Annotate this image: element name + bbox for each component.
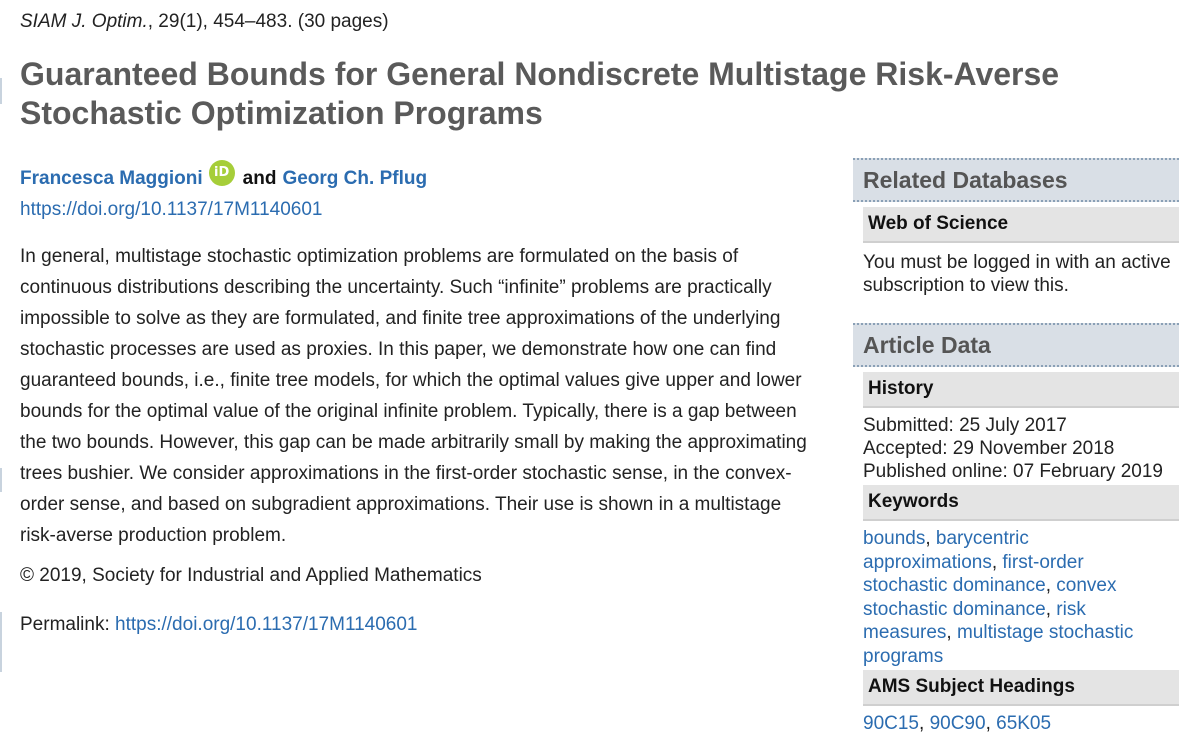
ams-header: AMS Subject Headings [863, 670, 1179, 706]
permalink [20, 614, 418, 636]
orcid-icon[interactable]: iD [209, 160, 235, 186]
ams-code-link[interactable]: 90C90 [929, 713, 986, 734]
journal-name: SIAM J. Optim. [20, 11, 148, 32]
abstract: In general, multistage stochastic optimization problems are formulated on the basis of continuous distributions describing the uncertainty. Such “infinite” problems are practically impossible to solve as they are formulated, and finite tree approximations of the underlying stochastic processes are used as proxies. In this paper, we demonstrate how one can find guaranteed bounds, i.e., finite tree models, for which the optimal values give upper and lower bounds for the optimal value of the original infinite problem. Typically, there is a gap between the two bounds. However, this gap can be made arbitrarily small by making the approximating trees bushier. We consider approximations in the first-order stochastic sense, in the convex-order sense, and based on subgradient approximations. Their use is shown in a multistage risk-averse production problem. [20, 246, 807, 546]
author-link-maggioni[interactable]: Francesca Maggioni [20, 168, 203, 189]
keyword-link[interactable]: first-order stochastic dominance [863, 551, 1084, 596]
keyword-link[interactable]: barycentric approximations [863, 528, 1029, 573]
ams-code-link[interactable]: 65K05 [996, 713, 1052, 734]
author-list [20, 166, 427, 192]
related-databases-header: Related Databases [853, 158, 1179, 202]
author-separator: and [242, 168, 277, 189]
related-databases-panel [853, 158, 1179, 297]
published-date: Published online: 07 February 2019 [863, 461, 1163, 482]
citation-details: , 29(1), 454–483. (30 pages) [147, 11, 389, 32]
article-title: Guaranteed Bounds for General Nondiscrete Multistage Risk-Averse Stochastic Optimization Programs [20, 56, 1060, 131]
article-data-header: Article Data [853, 323, 1179, 367]
keyword-link[interactable]: multistage stochastic programs [863, 622, 1134, 667]
citation [20, 11, 389, 33]
author-link-pflug[interactable]: Georg Ch. Pflug [282, 168, 428, 189]
history-dates [863, 414, 1179, 483]
left-edge-marker [0, 612, 2, 672]
submitted-date: Submitted: 25 July 2017 [863, 415, 1067, 436]
doi-line [20, 199, 322, 221]
permalink-link[interactable]: https://doi.org/10.1137/17M1140601 [115, 614, 418, 635]
doi-link[interactable]: https://doi.org/10.1137/17M1140601 [20, 199, 323, 220]
keywords-header: Keywords [863, 485, 1179, 521]
keyword-link[interactable]: risk measures [863, 598, 1086, 643]
history-header: History [863, 372, 1179, 408]
left-edge-marker [0, 78, 2, 104]
left-edge-marker [0, 468, 2, 492]
permalink-label: Permalink: [20, 614, 110, 635]
web-of-science-header: Web of Science [863, 207, 1179, 243]
accepted-date: Accepted: 29 November 2018 [863, 438, 1115, 459]
keyword-link[interactable]: convex stochastic dominance [863, 575, 1117, 620]
keyword-list: bounds, barycentric approximations, first-order stochastic dominance, convex stochastic dominance, risk measures, multistage stochastic programs [863, 528, 1134, 667]
login-notice: You must be logged in with an active subscription to view this. [863, 252, 1171, 296]
copyright: © 2019, Society for Industrial and Applied Mathematics [20, 565, 482, 586]
ams-list: 90C15, 90C90, 65K05 [863, 713, 1052, 734]
sidebar [853, 158, 1179, 735]
ams-code-link[interactable]: 90C15 [863, 713, 919, 734]
keyword-link[interactable]: bounds [863, 528, 926, 549]
article-data-panel [853, 323, 1179, 735]
